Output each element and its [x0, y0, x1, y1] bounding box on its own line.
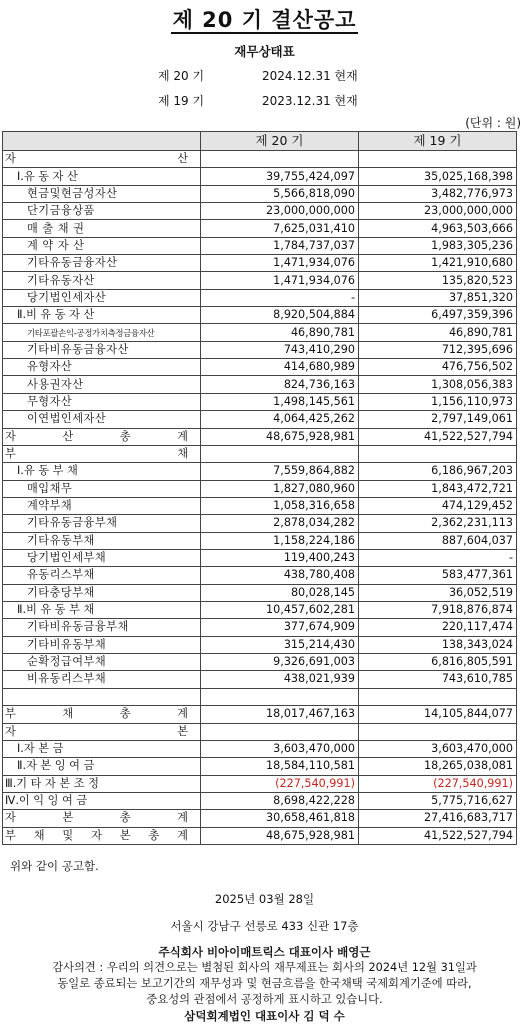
row-value-previous: 18,265,038,081 [359, 758, 517, 775]
row-value-current: 23,000,000,000 [201, 203, 359, 220]
row-label: 현금및현금성자산 [3, 185, 201, 202]
row-value-current: 9,326,691,003 [201, 653, 359, 670]
table-header-row [3, 132, 517, 151]
table-row [3, 185, 517, 202]
row-value-previous: 3,482,776,973 [359, 185, 517, 202]
row-label: 자 산 [3, 151, 201, 168]
table-row [3, 324, 517, 341]
header-current: 제 20 기 [201, 132, 359, 151]
header-previous: 제 19 기 [359, 132, 517, 151]
row-value-current: 7,559,864,882 [201, 463, 359, 480]
row-label: 비유동리스부채 [3, 671, 201, 688]
table-row [3, 706, 517, 723]
row-value-current: 18,017,467,163 [201, 706, 359, 723]
row-value-previous: 23,000,000,000 [359, 203, 517, 220]
row-value-previous: 135,820,523 [359, 272, 517, 289]
row-value-previous [359, 723, 517, 740]
company-address: 서울시 강남구 선릉로 433 신관 17층 [170, 919, 359, 933]
company-name: 주식회사 비아이매트릭스 대표이사 배영근 [158, 945, 371, 959]
row-label: 기타유동자산 [3, 272, 201, 289]
table-row [3, 549, 517, 566]
row-label: 기타유동부채 [3, 532, 201, 549]
row-value-current: 30,658,461,818 [201, 810, 359, 827]
row-value-current: 80,028,145 [201, 584, 359, 601]
table-row [3, 203, 517, 220]
row-value-previous: 743,610,785 [359, 671, 517, 688]
table-row [3, 619, 517, 636]
row-value-current: 1,827,080,960 [201, 480, 359, 497]
audit-line: 중요성의 관점에서 공정하게 표시하고 있습니다. [146, 993, 383, 1006]
statement-subtitle: 재무상태표 [234, 44, 295, 59]
table-row [3, 723, 517, 740]
row-value-current: 8,698,422,228 [201, 792, 359, 809]
table-row [3, 497, 517, 514]
row-label: 매입채무 [3, 480, 201, 497]
row-label: 자 본 [3, 723, 201, 740]
table-row [3, 411, 517, 428]
table-row [3, 532, 517, 549]
row-label: 계 약 자 산 [3, 237, 201, 254]
row-value-current: 438,021,939 [201, 671, 359, 688]
row-label: Ⅰ.유 동 부 채 [3, 463, 201, 480]
row-label: 단기금융상품 [3, 203, 201, 220]
row-value-current: 1,498,145,561 [201, 393, 359, 410]
period-label-current: 제 20 기 [158, 69, 205, 83]
row-value-current: 10,457,602,281 [201, 601, 359, 618]
row-value-current: 438,780,408 [201, 567, 359, 584]
table-row [3, 289, 517, 306]
row-value-current: 18,584,110,581 [201, 758, 359, 775]
notice-text: 위와 같이 공고함. [10, 859, 99, 873]
row-value-previous: 41,522,527,794 [359, 428, 517, 445]
row-value-previous [359, 151, 517, 168]
row-value-previous: 220,117,474 [359, 619, 517, 636]
page-title: 제 20 기 결산공고 [172, 8, 357, 32]
row-value-current: 8,920,504,884 [201, 307, 359, 324]
row-value-current: 1,784,737,037 [201, 237, 359, 254]
table-row [3, 671, 517, 688]
row-value-current [201, 151, 359, 168]
header-item [3, 132, 201, 151]
row-value-previous: 4,963,503,666 [359, 220, 517, 237]
row-label: 유형자산 [3, 359, 201, 376]
row-value-current: 1,058,316,658 [201, 497, 359, 514]
auditor-name: 삼덕회계법인 대표이사 김 덕 수 [184, 1009, 345, 1023]
row-value-current: 2,878,034,282 [201, 515, 359, 532]
row-label: 계약부채 [3, 497, 201, 514]
row-value-current: 5,566,818,090 [201, 185, 359, 202]
row-value-previous: 6,816,805,591 [359, 653, 517, 670]
audit-line: 동일로 종료되는 보고기간의 재무성과 및 현금흐름을 한국채택 국제회계기준에 따라, [57, 977, 472, 990]
table-row [3, 272, 517, 289]
row-label [3, 688, 201, 706]
row-value-previous: 2,362,231,113 [359, 515, 517, 532]
row-value-current: 824,736,163 [201, 376, 359, 393]
table-row [3, 428, 517, 445]
audit-line: 감사의견 : 우리의 의견으로는 별첨된 회사의 재무제표는 회사의 2024년 12월 31일과 [52, 961, 477, 974]
row-label: 부 채 및 자 본 총 계 [3, 827, 201, 844]
row-value-previous: 1,983,305,236 [359, 237, 517, 254]
row-label: 당기법인세자산 [3, 289, 201, 306]
table-row [3, 480, 517, 497]
row-value-previous: 37,851,320 [359, 289, 517, 306]
row-label: Ⅰ.자 본 금 [3, 740, 201, 757]
row-value-previous: 1,308,056,383 [359, 376, 517, 393]
row-label: Ⅱ.비 유 동 부 채 [3, 601, 201, 618]
row-value-current: 377,674,909 [201, 619, 359, 636]
period-date-current: 2024.12.31 현재 [262, 69, 358, 83]
audit-opinion [0, 960, 529, 1008]
row-value-current: 315,214,430 [201, 636, 359, 653]
row-value-previous: 1,421,910,680 [359, 255, 517, 272]
row-value-current: 414,680,989 [201, 359, 359, 376]
row-label: 자 본 총 계 [3, 810, 201, 827]
row-label: 순확정급여부채 [3, 653, 201, 670]
row-label: Ⅰ.유 동 자 산 [3, 168, 201, 185]
row-value-previous: 14,105,844,077 [359, 706, 517, 723]
table-row [3, 827, 517, 844]
period-label-previous: 제 19 기 [158, 94, 205, 108]
row-value-previous: 6,497,359,396 [359, 307, 517, 324]
table-row [3, 775, 517, 792]
table-row [3, 740, 517, 757]
row-value-previous: 5,775,716,627 [359, 792, 517, 809]
table-row [3, 376, 517, 393]
row-value-current: 119,400,243 [201, 549, 359, 566]
table-row [3, 584, 517, 601]
unit-label: (단위 : 원) [465, 116, 521, 130]
row-label: 기타유동금융부채 [3, 515, 201, 532]
row-value-current: 39,755,424,097 [201, 168, 359, 185]
row-label: Ⅲ.기 타 자 본 조 정 [3, 775, 201, 792]
notice-date: 2025년 03월 28일 [214, 892, 315, 906]
row-value-previous: 583,477,361 [359, 567, 517, 584]
table-row [3, 341, 517, 358]
row-label: 부 채 [3, 445, 201, 462]
row-label: 매 출 채 권 [3, 220, 201, 237]
table-row [3, 758, 517, 775]
row-label: 무형자산 [3, 393, 201, 410]
row-value-previous: 1,156,110,973 [359, 393, 517, 410]
table-row [3, 653, 517, 670]
row-value-current: 743,410,290 [201, 341, 359, 358]
row-value-previous: 6,186,967,203 [359, 463, 517, 480]
row-value-current [201, 445, 359, 462]
row-value-current [201, 688, 359, 706]
row-value-previous: 27,416,683,717 [359, 810, 517, 827]
table-row [3, 810, 517, 827]
row-value-previous: 1,843,472,721 [359, 480, 517, 497]
row-label: 부 채 총 계 [3, 706, 201, 723]
row-value-previous: 2,797,149,061 [359, 411, 517, 428]
row-value-previous [359, 445, 517, 462]
row-label: 기타비유동부채 [3, 636, 201, 653]
row-label: 기타비유동금융부채 [3, 619, 201, 636]
row-label: 기타유동금융자산 [3, 255, 201, 272]
period-date-previous: 2023.12.31 현재 [262, 94, 358, 108]
table-row [3, 463, 517, 480]
table-row [3, 393, 517, 410]
table-row [3, 307, 517, 324]
row-value-current: 48,675,928,981 [201, 827, 359, 844]
row-label: 기타충당부채 [3, 584, 201, 601]
table-row [3, 445, 517, 462]
table-row [3, 255, 517, 272]
row-value-current: 1,471,934,076 [201, 272, 359, 289]
row-label: 기타포괄손익-공정가치측정금융자산 [3, 324, 201, 341]
row-label: Ⅱ.비 유 동 자 산 [3, 307, 201, 324]
row-value-previous: 46,890,781 [359, 324, 517, 341]
row-value-previous: 36,052,519 [359, 584, 517, 601]
table-row [3, 792, 517, 809]
row-value-previous: 887,604,037 [359, 532, 517, 549]
table-row [3, 168, 517, 185]
row-label: 사용권자산 [3, 376, 201, 393]
row-value-current: 7,625,031,410 [201, 220, 359, 237]
table-row [3, 515, 517, 532]
table-row [3, 688, 517, 706]
row-value-previous: 7,918,876,874 [359, 601, 517, 618]
row-value-current: - [201, 289, 359, 306]
row-label: 당기법인세부채 [3, 549, 201, 566]
row-value-current: 1,471,934,076 [201, 255, 359, 272]
row-label: 유동리스부채 [3, 567, 201, 584]
balance-sheet-table [2, 131, 517, 845]
row-label: 자 산 총 계 [3, 428, 201, 445]
row-value-current: 3,603,470,000 [201, 740, 359, 757]
table-row [3, 237, 517, 254]
row-value-current: 48,675,928,981 [201, 428, 359, 445]
row-label: Ⅱ.자 본 잉 여 금 [3, 758, 201, 775]
row-value-previous: 3,603,470,000 [359, 740, 517, 757]
row-value-previous: 476,756,502 [359, 359, 517, 376]
row-label: 이연법인세자산 [3, 411, 201, 428]
row-value-previous: 41,522,527,794 [359, 827, 517, 844]
table-row [3, 220, 517, 237]
row-label: Ⅳ.이 익 잉 여 금 [3, 792, 201, 809]
row-value-current [201, 723, 359, 740]
table-row [3, 151, 517, 168]
row-label: 기타비유동금융자산 [3, 341, 201, 358]
row-value-current: 1,158,224,186 [201, 532, 359, 549]
row-value-current: 46,890,781 [201, 324, 359, 341]
table-row [3, 359, 517, 376]
row-value-previous: - [359, 549, 517, 566]
row-value-previous: (227,540,991) [359, 775, 517, 792]
row-value-previous: 138,343,024 [359, 636, 517, 653]
row-value-previous: 712,395,696 [359, 341, 517, 358]
row-value-previous: 474,129,452 [359, 497, 517, 514]
row-value-previous: 35,025,168,398 [359, 168, 517, 185]
table-row [3, 601, 517, 618]
row-value-current: (227,540,991) [201, 775, 359, 792]
row-value-previous [359, 688, 517, 706]
row-value-current: 4,064,425,262 [201, 411, 359, 428]
table-row [3, 636, 517, 653]
table-row [3, 567, 517, 584]
